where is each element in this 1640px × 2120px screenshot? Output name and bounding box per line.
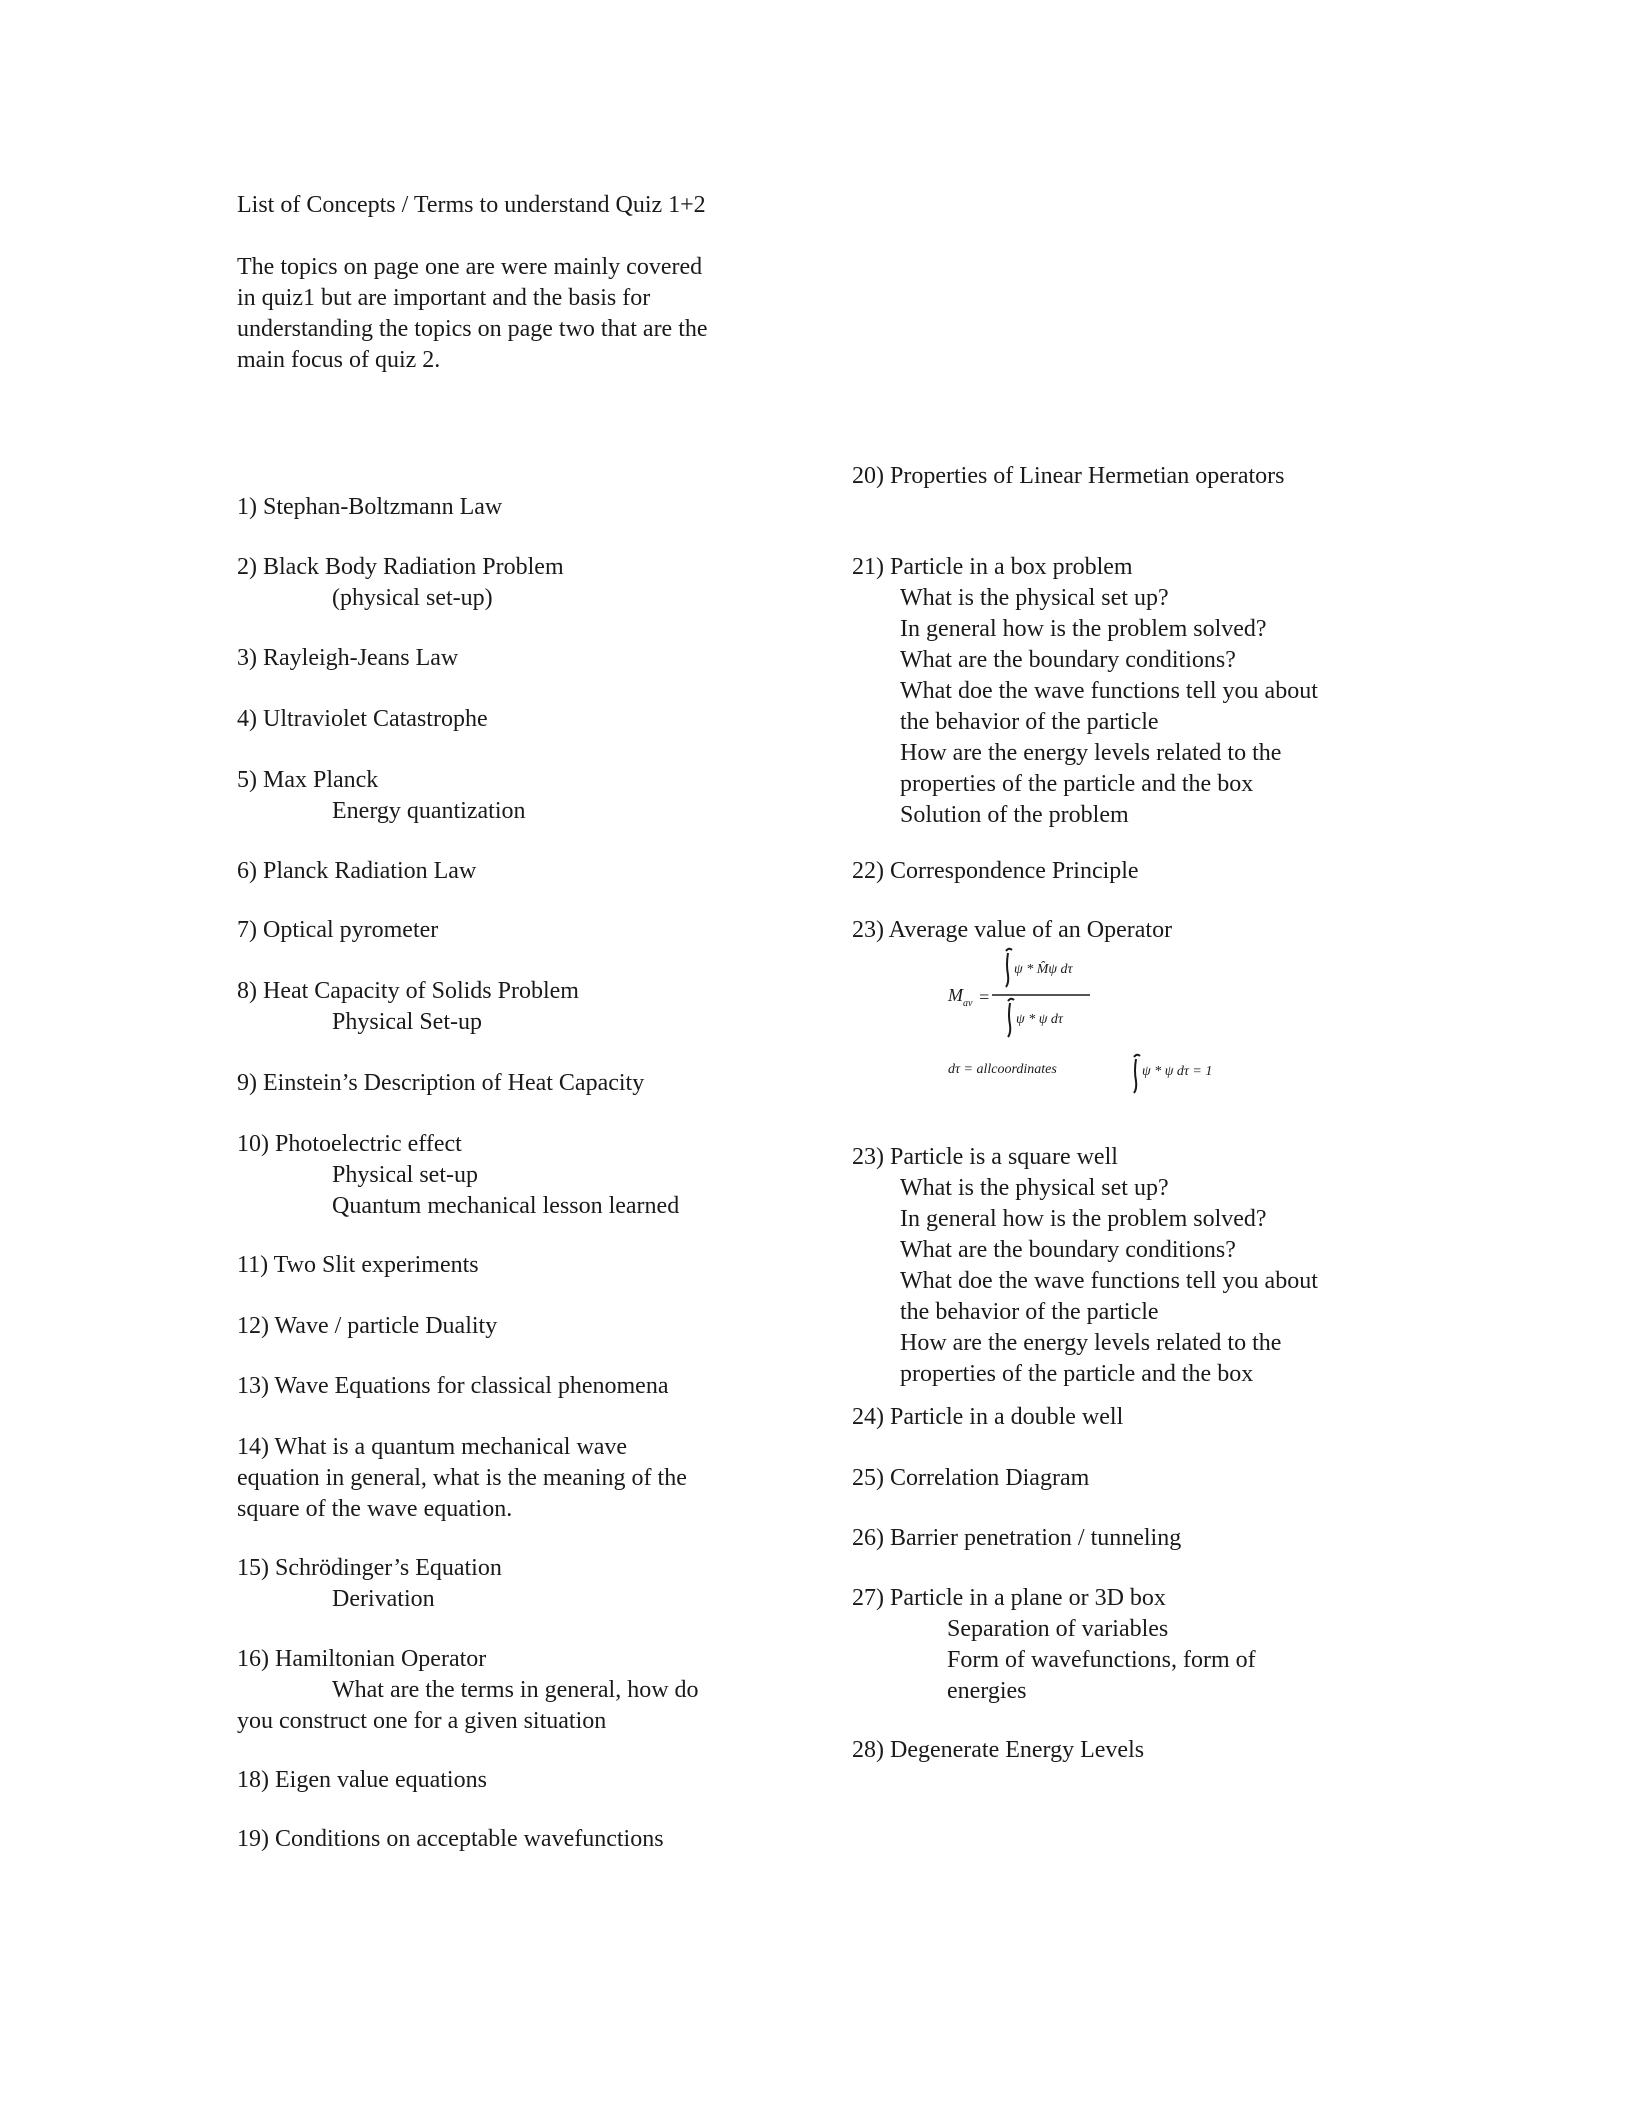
concept-item	[237, 643, 458, 674]
concept-item	[852, 1402, 1123, 1433]
concept-title: 18) Eigen value equations	[237, 1767, 487, 1793]
integral-sign-hook	[1006, 949, 1012, 951]
concept-item	[852, 915, 1172, 946]
concept-subitem: Physical set-up	[332, 1162, 478, 1188]
formula-lhs-subscript: av	[963, 998, 973, 1009]
integral-sign-hook	[1008, 999, 1014, 1001]
concept-item	[852, 1735, 1144, 1766]
concept-text: square of the wave equation.	[237, 1496, 513, 1522]
concept-subitem: What doe the wave functions tell you about	[900, 678, 1318, 704]
concept-title: 3) Rayleigh-Jeans Law	[237, 645, 459, 671]
concept-subitem: How are the energy levels related to the	[900, 1330, 1282, 1356]
concept-subitem: Separation of variables	[947, 1616, 1169, 1642]
concept-subitem: How are the energy levels related to the	[900, 740, 1282, 766]
concept-subitem: What is the physical set up?	[900, 1175, 1169, 1201]
concept-item	[237, 1068, 644, 1099]
concept-title: 12) Wave / particle Duality	[237, 1313, 498, 1339]
concept-item	[237, 1644, 699, 1737]
concept-subitem: (physical set-up)	[332, 585, 493, 611]
concept-subitem: Derivation	[332, 1586, 435, 1612]
concept-subitem: What are the boundary conditions?	[900, 647, 1236, 673]
formula-normalization: ψ * ψ dτ = 1	[1142, 1064, 1213, 1079]
concept-subitem: Quantum mechanical lesson learned	[332, 1193, 680, 1219]
concept-title: 16) Hamiltonian Operator	[237, 1646, 487, 1672]
integral-sign	[1008, 1003, 1010, 1037]
concept-title: 15) Schrödinger’s Equation	[237, 1555, 502, 1581]
intro-paragraph	[237, 252, 797, 376]
formula-numerator: ψ * M̂ψ dτ	[1014, 962, 1073, 977]
integral-sign	[1134, 1059, 1136, 1093]
concept-title: 20) Properties of Linear Hermetian operators	[852, 463, 1285, 489]
concept-item	[237, 1824, 664, 1855]
concept-subitem: Solution of the problem	[900, 802, 1129, 828]
formula-equals: =	[978, 987, 991, 1007]
concept-item	[237, 492, 502, 523]
concept-title: 13) Wave Equations for classical phenomena	[237, 1373, 669, 1399]
concept-text: you construct one for a given situation	[237, 1708, 607, 1734]
concept-subitem: What is the physical set up?	[900, 585, 1169, 611]
concept-subitem: energies	[947, 1678, 1027, 1704]
formula-lhs: M	[948, 985, 963, 1005]
concept-subitem: Form of wavefunctions, form of	[947, 1647, 1256, 1673]
concept-title: 22) Correspondence Principle	[852, 858, 1139, 884]
concept-item	[852, 1142, 1318, 1390]
concept-item	[852, 461, 1285, 492]
concept-title: 25) Correlation Diagram	[852, 1465, 1090, 1491]
intro-line: in quiz1 but are important and the basis for	[237, 285, 651, 311]
intro-line: main focus of quiz 2.	[237, 347, 441, 373]
concept-item	[237, 1311, 497, 1342]
concept-text: equation in general, what is the meaning of the	[237, 1465, 687, 1491]
intro-line: understanding the topics on page two that are the	[237, 316, 708, 342]
concept-item	[237, 704, 488, 735]
concept-item	[852, 1463, 1089, 1494]
concept-title: 19) Conditions on acceptable wavefunctions	[237, 1826, 664, 1852]
concept-subitem: In general how is the problem solved?	[900, 1206, 1267, 1232]
concept-title: 27) Particle in a plane or 3D box	[852, 1585, 1166, 1611]
concept-item	[852, 552, 1318, 831]
concept-title: 24) Particle in a double well	[852, 1404, 1124, 1430]
concept-item	[237, 765, 526, 827]
concept-title: 26) Barrier penetration / tunneling	[852, 1525, 1182, 1551]
concept-item	[237, 1553, 502, 1615]
concept-item	[852, 1523, 1181, 1554]
concept-subitem: the behavior of the particle	[900, 709, 1159, 735]
concept-subitem: the behavior of the particle	[900, 1299, 1159, 1325]
document-title: List of Concepts / Terms to understand Quiz 1+2	[237, 192, 706, 218]
concept-title: 23) Average value of an Operator	[852, 917, 1173, 943]
integral-sign-hook	[1134, 1055, 1140, 1057]
concept-title: 14) What is a quantum mechanical wave	[237, 1434, 628, 1460]
concept-title: 5) Max Planck	[237, 767, 379, 793]
concept-title: 8) Heat Capacity of Solids Problem	[237, 978, 579, 1004]
concept-subitem: What doe the wave functions tell you about	[900, 1268, 1318, 1294]
concept-subitem: What are the boundary conditions?	[900, 1237, 1236, 1263]
concept-item	[852, 1583, 1256, 1707]
concept-subitem: Energy quantization	[332, 798, 526, 824]
concept-title: 28) Degenerate Energy Levels	[852, 1737, 1145, 1763]
integral-sign	[1006, 953, 1008, 987]
concept-title: 2) Black Body Radiation Problem	[237, 554, 564, 580]
concept-item	[237, 552, 564, 614]
intro-line: The topics on page one are were mainly covered	[237, 254, 703, 280]
concept-title: 9) Einstein’s Description of Heat Capacity	[237, 1070, 645, 1096]
concept-item	[852, 856, 1139, 887]
concept-item	[237, 1129, 679, 1222]
concept-title: 11) Two Slit experiments	[237, 1252, 479, 1278]
concept-item	[237, 915, 438, 946]
concept-title: 6) Planck Radiation Law	[237, 858, 477, 884]
concept-title: 10) Photoelectric effect	[237, 1131, 462, 1157]
concept-item	[237, 976, 579, 1038]
concept-item	[237, 1250, 479, 1281]
formula-denominator: ψ * ψ dτ	[1016, 1012, 1063, 1027]
formula-graphic	[948, 945, 1268, 1105]
concept-subitem: properties of the particle and the box	[900, 771, 1254, 797]
concept-subitem: What are the terms in general, how do	[332, 1677, 699, 1703]
concept-title: 4) Ultraviolet Catastrophe	[237, 706, 488, 732]
concept-item	[237, 1765, 487, 1796]
concept-title: 23) Particle is a square well	[852, 1144, 1118, 1170]
concept-item	[237, 1371, 668, 1402]
concept-title: 21) Particle in a box problem	[852, 554, 1133, 580]
concept-item	[237, 856, 476, 887]
concept-title: 7) Optical pyrometer	[237, 917, 439, 943]
formula-dtau-definition: dτ = allcoordinates	[948, 1062, 1057, 1077]
concept-subitem: properties of the particle and the box	[900, 1361, 1254, 1387]
average-value-formula	[948, 945, 1268, 1105]
concept-title: 1) Stephan-Boltzmann Law	[237, 494, 503, 520]
concept-item	[237, 1432, 687, 1525]
concept-subitem: Physical Set-up	[332, 1009, 482, 1035]
concept-subitem: In general how is the problem solved?	[900, 616, 1267, 642]
